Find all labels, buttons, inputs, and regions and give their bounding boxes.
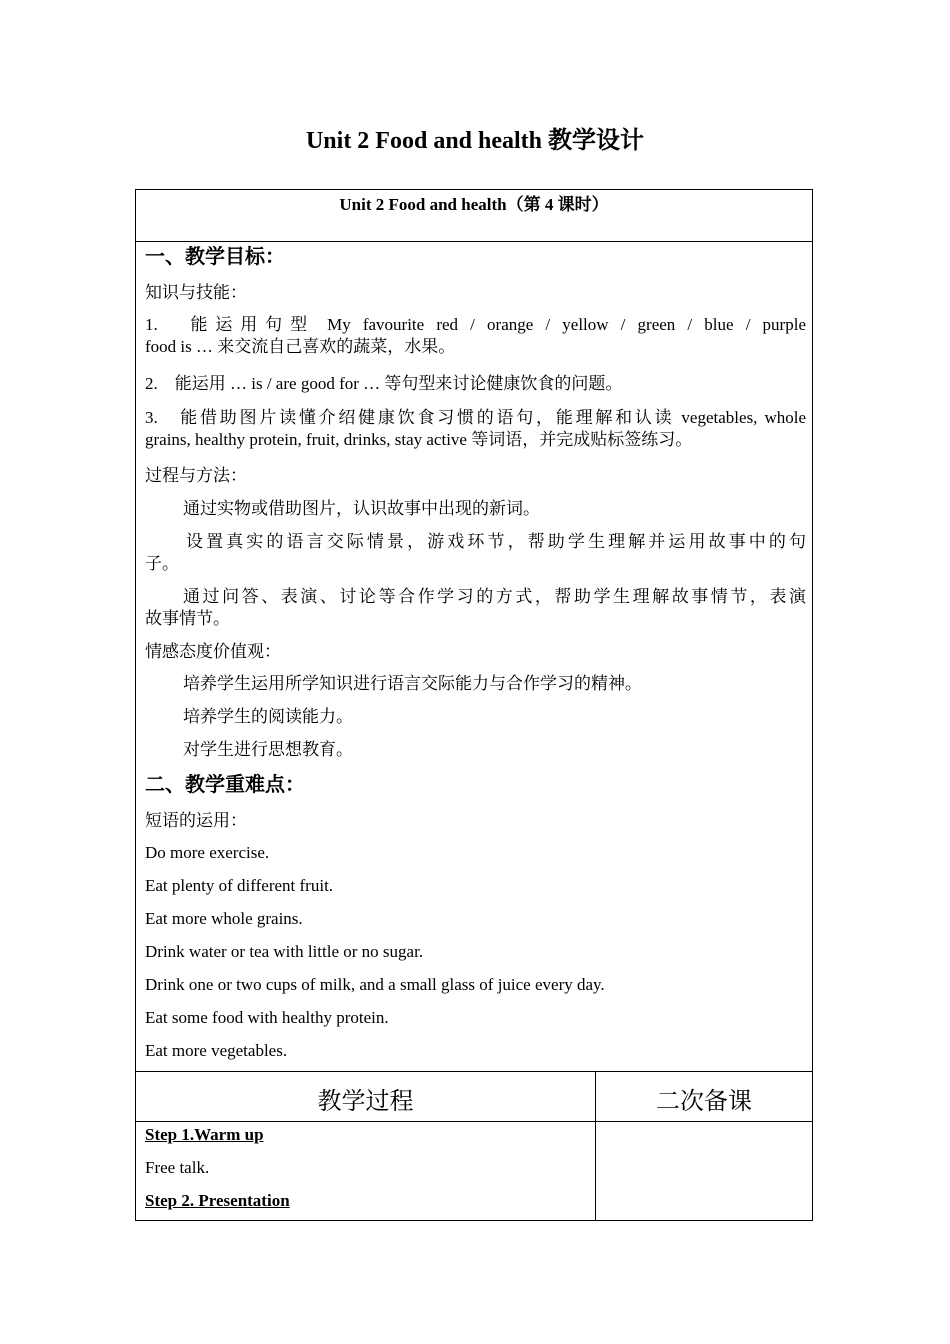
step-2-heading: Step 2. Presentation [145,1191,290,1210]
step-1-text: Free talk. [145,1158,210,1177]
attitude-2: 培养学生的阅读能力。 [183,707,353,726]
goal-2: 2. 能运用 … is / are good for … 等句型来讨论健康饮食的问题。 [145,374,623,393]
attitude-1: 培养学生运用所学知识进行语言交际能力与合作学习的精神。 [183,674,642,693]
secondary-prep-header: 二次备课 [656,1089,752,1115]
key-points-heading: 二、教学重难点： [145,774,305,796]
step-1-heading: Step 1.Warm up [145,1125,264,1144]
document-title: Unit 2 Food and health 教学设计 [305,128,645,154]
goal-3-line-1: 3. 能借助图片读懂介绍健康饮食习惯的语句，能理解和认读 vegetables, whole [145,408,806,427]
row-divider [136,241,812,242]
teaching-process-header: 教学过程 [317,1089,414,1115]
phrase-item: Eat plenty of different fruit. [145,876,334,895]
process-3 [145,586,806,630]
phrase-item: Eat more whole grains. [145,909,303,928]
phrase-item: Eat some food with healthy protein. [145,1008,389,1027]
goal-1 [145,314,806,358]
phrase-item: Drink one or two cups of milk, and a small glass of juice every day. [145,975,605,994]
lesson-title: Unit 2 Food and health（第 4 课时） [339,195,609,214]
process-1: 通过实物或借助图片，认识故事中出现的新词。 [183,499,540,518]
process-label: 过程与方法： [145,466,247,485]
phrases-label: 短语的运用： [145,811,247,830]
process-2-line-2: 子。 [145,554,179,573]
phrase-item: Eat more vegetables. [145,1041,288,1060]
goal-3-line-2: grains, healthy protein, fruit, drinks, stay active 等词语，并完成贴标签练习。 [145,430,693,449]
knowledge-label: 知识与技能： [145,283,247,302]
process-2 [145,531,806,575]
phrase-item: Do more exercise. [145,843,270,862]
attitude-label: 情感态度价值观： [145,642,281,661]
process-3-line-1: 通过问答、表演、讨论等合作学习的方式，帮助学生理解故事情节，表演 [183,587,806,606]
lesson-plan-table [135,189,813,1221]
row-divider [136,1071,812,1072]
row-divider [136,1121,812,1122]
phrase-item: Drink water or tea with little or no sugar. [145,942,424,961]
goal-3 [145,407,806,451]
goal-1-line-2: food is … 来交流自己喜欢的蔬菜，水果。 [145,337,456,356]
process-3-line-2: 故事情节。 [145,609,230,628]
attitude-3: 对学生进行思想教育。 [183,740,353,759]
goal-1-line-1: 1. 能运用句型 My favourite red / orange / yellow / green / blue / purple [145,315,806,334]
objectives-heading: 一、教学目标： [145,246,285,268]
process-2-line-1: 设置真实的语言交际情景，游戏环节，帮助学生理解并运用故事中的句 [186,532,806,551]
